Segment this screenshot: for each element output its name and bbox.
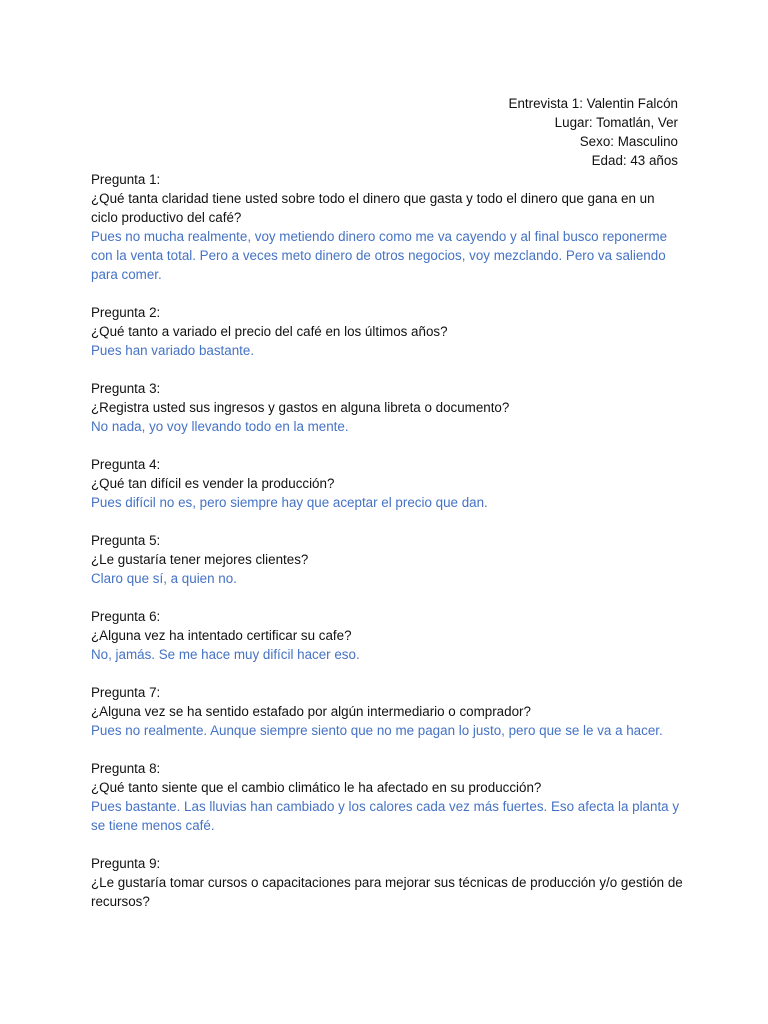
answer-text: No, jamás. Se me hace muy difícil hacer eso. xyxy=(91,647,360,662)
question-text: ¿Qué tanta claridad tiene usted sobre todo el dinero que gasta y todo el dinero que gana en un ciclo productivo del café? xyxy=(91,191,655,225)
interview-sex: Sexo: Masculino xyxy=(579,134,678,149)
question-block-4 xyxy=(91,455,683,512)
question-block-6 xyxy=(91,607,683,664)
question-block-7 xyxy=(91,683,683,740)
question-block-9 xyxy=(91,854,683,911)
question-block-8 xyxy=(91,759,683,835)
question-block-1 xyxy=(91,170,683,284)
interview-place: Lugar: Tomatlán, Ver xyxy=(554,115,678,130)
interview-title: Entrevista 1: Valentin Falcón xyxy=(508,96,678,111)
answer-text: Pues no realmente. Aunque siempre siento que no me pagan lo justo, pero que se le va a hacer. xyxy=(91,723,663,738)
answer-text: Pues han variado bastante. xyxy=(91,343,255,358)
answer-text: No nada, yo voy llevando todo en la mente. xyxy=(91,419,349,434)
question-text: ¿Qué tan difícil es vender la producción? xyxy=(91,476,335,491)
question-block-5 xyxy=(91,531,683,588)
question-label: Pregunta 5: xyxy=(91,533,161,548)
interview-age: Edad: 43 años xyxy=(591,153,678,168)
question-text: ¿Le gustaría tener mejores clientes? xyxy=(91,552,309,567)
question-label: Pregunta 1: xyxy=(91,172,161,187)
question-text: ¿Registra usted sus ingresos y gastos en alguna libreta o documento? xyxy=(91,400,510,415)
question-label: Pregunta 8: xyxy=(91,761,161,776)
question-block-3 xyxy=(91,379,683,436)
interview-header xyxy=(509,94,678,170)
questions-list xyxy=(91,170,683,930)
question-label: Pregunta 6: xyxy=(91,609,161,624)
question-block-2 xyxy=(91,303,683,360)
answer-text: Pues bastante. Las lluvias han cambiado y los calores cada vez más fuertes. Eso afecta la planta y se tiene menos café. xyxy=(91,799,680,833)
question-label: Pregunta 9: xyxy=(91,856,161,871)
question-text: ¿Alguna vez ha intentado certificar su cafe? xyxy=(91,628,352,643)
question-text: ¿Alguna vez se ha sentido estafado por algún intermediario o comprador? xyxy=(91,704,531,719)
answer-text: Pues difícil no es, pero siempre hay que aceptar el precio que dan. xyxy=(91,495,488,510)
question-label: Pregunta 2: xyxy=(91,305,161,320)
answer-text: Pues no mucha realmente, voy metiendo dinero como me va cayendo y al final busco reponerme con la venta total. Pero a veces meto dinero de otros negocios, voy mezclando. Pero va saliendo para comer. xyxy=(91,229,668,282)
question-text: ¿Qué tanto siente que el cambio climático le ha afectado en su producción? xyxy=(91,780,542,795)
question-label: Pregunta 3: xyxy=(91,381,161,396)
question-label: Pregunta 7: xyxy=(91,685,161,700)
question-text: ¿Qué tanto a variado el precio del café en los últimos años? xyxy=(91,324,448,339)
question-text: ¿Le gustaría tomar cursos o capacitaciones para mejorar sus técnicas de producción y/o gestión de recursos? xyxy=(91,875,683,909)
answer-text: Claro que sí, a quien no. xyxy=(91,571,237,586)
question-label: Pregunta 4: xyxy=(91,457,161,472)
